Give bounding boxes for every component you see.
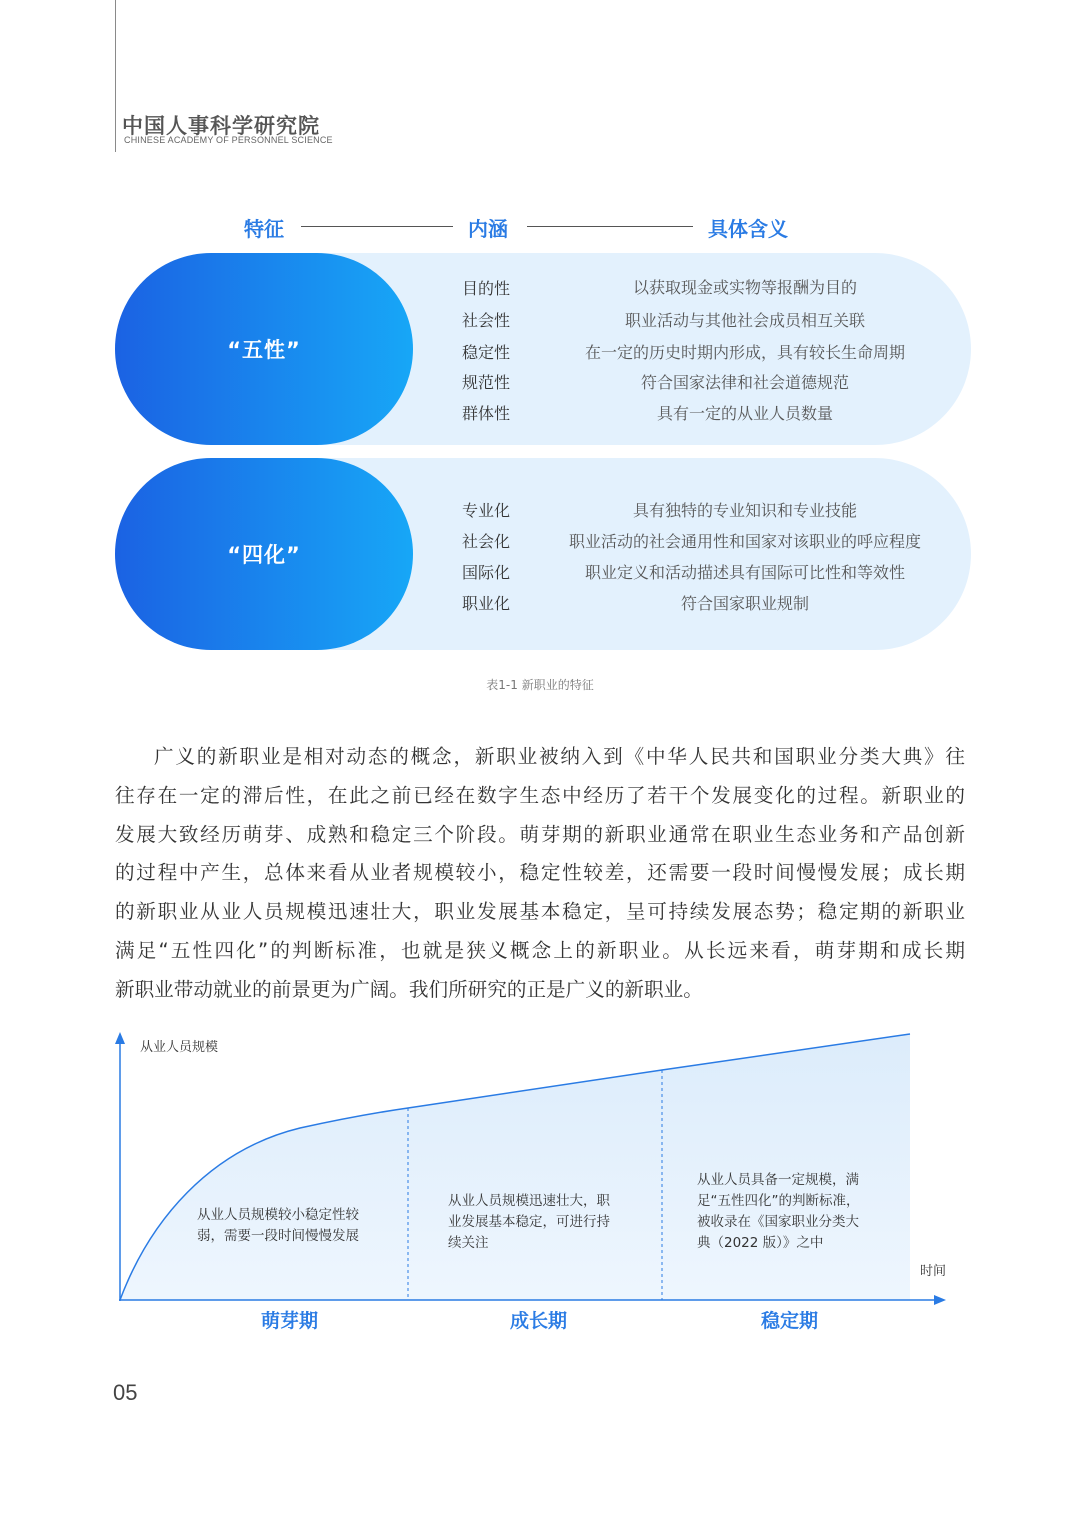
item-desc: 具有一定的从业人员数量	[656, 404, 833, 423]
col-header-meaning: 具体含义	[708, 217, 788, 241]
item-term: 目的性	[462, 279, 511, 298]
item-term: 专业化	[462, 501, 511, 520]
stage-note-growth: 从业人员规模迅速壮大，职 业发展基本稳定，可进行持 续关注	[448, 1193, 610, 1251]
paragraph-line: 的新职业从业人员规模迅速壮大，职业发展基本稳定，呈可持续发展态势；稳定期的新职业	[115, 900, 965, 924]
group-pill-five	[115, 253, 413, 445]
header-rule	[115, 0, 116, 152]
y-axis-label: 从业人员规模	[140, 1040, 219, 1055]
paragraph-line: 的过程中产生，总体来看从业者规模较小，稳定性较差，还需要一段时间慢慢发展；成长期	[115, 861, 965, 885]
item-desc: 在一定的历史时期内形成，具有较长生命周期	[584, 343, 905, 362]
item-term: 群体性	[462, 404, 511, 423]
stage-label-growth: 成长期	[510, 1310, 568, 1332]
item-desc: 符合国家职业规制	[680, 594, 809, 613]
stage-note-stable: 从业人员具备一定规模，满 足“五性四化”的判断标准， 被收录在《国家职业分类大 典（2022 版）》之中	[697, 1172, 860, 1251]
item-term: 职业化	[462, 594, 511, 613]
page-number: 05	[113, 1380, 138, 1405]
y-axis-arrow	[115, 1032, 125, 1044]
paragraph-line: 往存在一定的滞后性，在此之前已经在数字生态中经历了若干个发展变化的过程。新职业的	[115, 783, 965, 807]
x-axis-arrow	[934, 1295, 946, 1305]
item-desc: 职业活动与其他社会成员相互关联	[624, 311, 865, 330]
item-term: 社会性	[462, 311, 511, 330]
col-header-feature: 特征	[244, 217, 284, 241]
paragraph-line: 广义的新职业是相对动态的概念，新职业被纳入到《中华人民共和国职业分类大典》往	[154, 745, 965, 768]
group-pill-four	[115, 458, 413, 650]
header-divider	[301, 226, 453, 227]
item-term: 稳定性	[462, 343, 511, 362]
institute-logo-cn: 中国人事科学研究院	[122, 114, 320, 138]
item-term: 国际化	[462, 563, 511, 582]
col-header-connotation: 内涵	[468, 217, 508, 241]
paragraph-line: 满足“五性四化”的判断标准，也就是狭义概念上的新职业。从长远来看，萌芽期和成长期	[115, 938, 965, 962]
item-desc: 符合国家法律和社会道德规范	[640, 373, 849, 392]
stage-label-stable: 稳定期	[761, 1310, 819, 1332]
group-label: “五性”	[227, 338, 301, 362]
item-desc: 职业活动的社会通用性和国家对该职业的呼应程度	[568, 532, 921, 551]
stage-label-sprout: 萌芽期	[261, 1310, 319, 1332]
group-label: “四化”	[227, 543, 301, 567]
table-caption: 表1-1 新职业的特征	[486, 678, 594, 692]
paragraph-line: 发展大致经历萌芽、成熟和稳定三个阶段。萌芽期的新职业通常在职业生态业务和产品创新	[115, 822, 965, 846]
growth-stage-diagram	[0, 1020, 1080, 1320]
item-term: 规范性	[462, 373, 511, 392]
item-desc: 以获取现金或实物等报酬为目的	[632, 278, 857, 297]
growth-area	[120, 1034, 910, 1300]
item-desc: 职业定义和活动描述具有国际可比性和等效性	[584, 563, 905, 582]
institute-logo-en: CHINESE ACADEMY OF PERSONNEL SCIENCE	[124, 135, 333, 145]
body-paragraph	[115, 738, 965, 1010]
x-axis-label: 时间	[920, 1264, 947, 1279]
item-desc: 具有独特的专业知识和专业技能	[632, 501, 857, 520]
stage-note-sprout: 从业人员规模较小稳定性较 弱，需要一段时间慢慢发展	[197, 1207, 359, 1244]
header-divider	[527, 226, 693, 227]
item-term: 社会化	[462, 532, 511, 551]
paragraph-line: 新职业带动就业的前景更为广阔。我们所研究的正是广义的新职业。	[115, 977, 703, 1001]
